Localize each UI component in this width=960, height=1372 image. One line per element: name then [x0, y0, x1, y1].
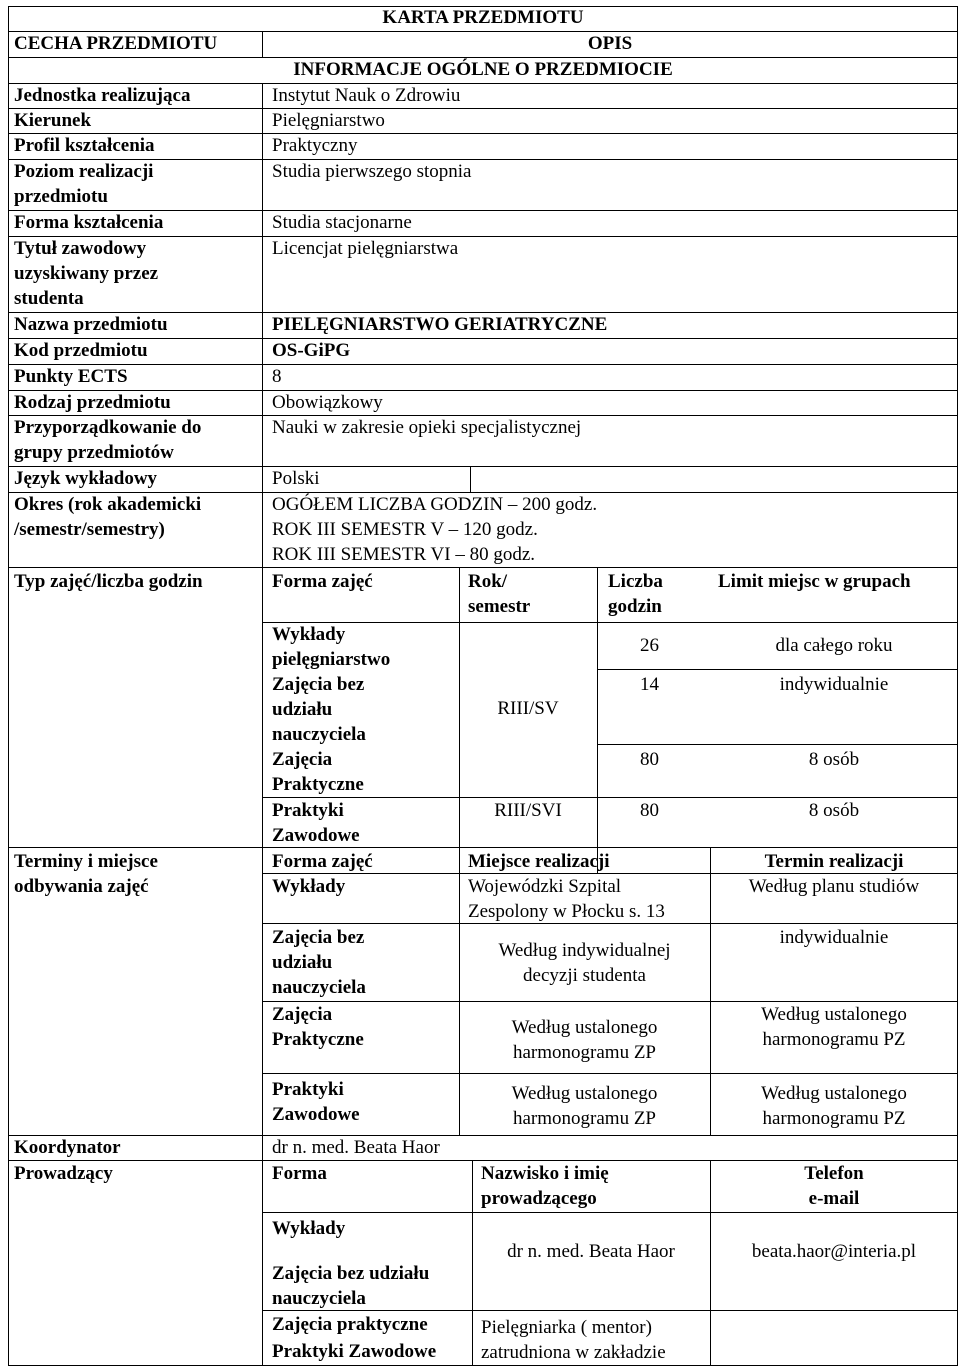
hours-col-hours-1: Liczba	[608, 571, 663, 592]
teachers-col-name-1: Nazwisko i imię	[481, 1163, 609, 1184]
teachers-col-contact-2: e-mail	[808, 1188, 860, 1209]
venues-r3-form-2: Praktyczne	[272, 1029, 364, 1050]
teachers-col-contact-1: Telefon	[804, 1163, 864, 1184]
venues-r1-term: Według planu studiów	[748, 876, 920, 897]
title-label-1: Tytuł zawodowy	[14, 238, 147, 259]
period-label-2: /semestr/semestry)	[14, 519, 165, 540]
teachers-col-name-2: prowadzącego	[481, 1188, 597, 1209]
venues-r4-term-1: Według ustalonego	[761, 1083, 907, 1104]
profile-label: Profil kształcenia	[14, 135, 155, 156]
teachers-email-1[interactable]: beata.haor@interia.pl	[751, 1241, 917, 1262]
hours-r1-form-1: Wykłady	[272, 624, 346, 645]
type-label: Rodzaj przedmiotu	[14, 392, 171, 413]
hours-r2-form-1: Zajęcia bez	[272, 674, 365, 695]
hours-col-form: Forma zajęć	[272, 571, 373, 592]
venues-r1-place-2: Zespolony w Płocku s. 13	[468, 901, 665, 922]
venues-r3-term-1: Według ustalonego	[761, 1004, 907, 1025]
hours-r3-form-2: Praktyczne	[272, 774, 364, 795]
period-value-2: ROK III SEMESTR V – 120 godz.	[272, 519, 538, 540]
hours-r2-form-2: udziału	[272, 699, 333, 720]
group-label-2: grupy przedmiotów	[14, 442, 174, 463]
hours-r2-hours: 14	[640, 674, 659, 695]
coordinator-value: dr n. med. Beata Haor	[272, 1137, 440, 1158]
venues-r4-term-2: harmonogramu PZ	[762, 1108, 906, 1129]
teachers-r2-form-1: Zajęcia bez udziału	[272, 1263, 430, 1284]
teachers-name-2-2: zatrudniona w zakładzie	[481, 1342, 666, 1363]
header-feature: CECHA PRZEDMIOTU	[14, 33, 218, 54]
venues-label-1: Terminy i miejsce	[14, 851, 158, 872]
teachers-r4-form: Praktyki Zawodowe	[272, 1341, 437, 1362]
teachers-r3-form: Zajęcia praktyczne	[272, 1314, 428, 1335]
hours-r2-limit: indywidualnie	[779, 674, 889, 695]
direction-label: Kierunek	[14, 110, 92, 131]
period-value-1: OGÓŁEM LICZBA GODZIN – 200 godz.	[272, 494, 598, 515]
name-label: Nazwa przedmiotu	[14, 314, 168, 335]
title-label-3: studenta	[14, 288, 84, 309]
hours-r3-limit: 8 osób	[808, 749, 860, 770]
venues-r3-term-2: harmonogramu PZ	[762, 1029, 906, 1050]
title-value: Licencjat pielęgniarstwa	[272, 238, 459, 259]
teachers-r1-form: Wykłady	[272, 1218, 346, 1239]
hours-col-year-2: semestr	[468, 596, 531, 617]
level-label-1: Poziom realizacji	[14, 161, 154, 182]
hours-label: Typ zajęć/liczba godzin	[14, 571, 203, 592]
teachers-name-2-1: Pielęgniarka ( mentor)	[481, 1317, 652, 1338]
venues-r2-place-2: decyzji studenta	[523, 965, 646, 986]
venues-r4-place-1: Według ustalonego	[511, 1083, 658, 1104]
hours-r2-form-3: nauczyciela	[272, 724, 366, 745]
venues-r4-place-2: harmonogramu ZP	[512, 1108, 656, 1129]
form-label: Forma kształcenia	[14, 212, 164, 233]
venues-col-form: Forma zajęć	[272, 851, 373, 872]
hours-col-year-1: Rok/	[468, 571, 508, 592]
hours-r4-limit: 8 osób	[808, 800, 860, 821]
period-label-1: Okres (rok akademicki	[14, 494, 202, 515]
venues-r2-form-1: Zajęcia bez	[272, 927, 365, 948]
form-value: Studia stacjonarne	[272, 212, 412, 233]
hours-r4-form-2: Zawodowe	[272, 825, 360, 846]
lang-label: Język wykładowy	[14, 468, 158, 489]
venues-col-place: Miejsce realizacji	[468, 851, 610, 872]
hours-r4-hours: 80	[640, 800, 659, 821]
hours-r4-year: RIII/SVI	[494, 800, 562, 821]
teachers-r2-form-2: nauczyciela	[272, 1288, 366, 1309]
group-value: Nauki w zakresie opieki specjalistycznej	[272, 417, 582, 438]
hours-r1-hours: 26	[640, 635, 659, 656]
hours-semester-v: RIII/SV	[497, 698, 559, 719]
ects-label: Punkty ECTS	[14, 366, 128, 387]
venues-r2-form-2: udziału	[272, 952, 333, 973]
venues-r1-place-1: Wojewódzki Szpital	[468, 876, 622, 897]
hours-col-limit: Limit miejsc w grupach	[718, 571, 911, 592]
venues-r2-form-3: nauczyciela	[272, 977, 366, 998]
profile-value: Praktyczny	[272, 135, 358, 156]
venues-r2-place-1: Według indywidualnej	[498, 940, 671, 961]
unit-label: Jednostka realizująca	[14, 85, 191, 106]
direction-value: Pielęgniarstwo	[272, 110, 385, 131]
venues-r4-form-2: Zawodowe	[272, 1104, 360, 1125]
name-value: PIELĘGNIARSTWO GERIATRYCZNE	[272, 314, 608, 335]
level-label-2: przedmiotu	[14, 186, 108, 207]
venues-r3-place-1: Według ustalonego	[511, 1017, 658, 1038]
hours-r1-limit: dla całego roku	[775, 635, 893, 656]
period-value-3: ROK III SEMESTR VI – 80 godz.	[272, 544, 536, 565]
venues-r1-form: Wykłady	[272, 876, 346, 897]
venues-col-term: Termin realizacji	[764, 851, 904, 872]
header-description: OPIS	[587, 33, 633, 54]
hours-col-hours-2: godzin	[608, 596, 662, 617]
venues-label-2: odbywania zajęć	[14, 876, 149, 897]
group-label-1: Przyporządkowanie do	[14, 417, 202, 438]
venues-r2-term: indywidualnie	[779, 927, 889, 948]
code-label: Kod przedmiotu	[14, 340, 148, 361]
type-value: Obowiązkowy	[272, 392, 383, 413]
teachers-name-1: dr n. med. Beata Haor	[507, 1241, 675, 1262]
title-label-2: uzyskiwany przez	[14, 263, 159, 284]
document-title: KARTA PRZEDMIOTU	[382, 7, 584, 28]
section-general-heading: INFORMACJE OGÓLNE O PRZEDMIOCIE	[293, 59, 673, 80]
lang-value: Polski	[272, 468, 320, 489]
hours-r3-hours: 80	[640, 749, 659, 770]
venues-r3-place-2: harmonogramu ZP	[512, 1042, 656, 1063]
teachers-label: Prowadzący	[14, 1163, 113, 1184]
hours-r4-form-1: Praktyki	[272, 800, 344, 821]
unit-value: Instytut Nauk o Zdrowiu	[272, 85, 461, 106]
level-value: Studia pierwszego stopnia	[272, 161, 472, 182]
venues-r3-form-1: Zajęcia	[272, 1004, 333, 1025]
hours-r3-form-1: Zajęcia	[272, 749, 333, 770]
coordinator-label: Koordynator	[14, 1137, 121, 1158]
hours-r1-form-2: pielęgniarstwo	[272, 649, 391, 670]
teachers-col-form: Forma	[272, 1163, 327, 1184]
ects-value: 8	[272, 366, 282, 387]
code-value: OS-GiPG	[272, 340, 351, 361]
venues-r4-form-1: Praktyki	[272, 1079, 344, 1100]
